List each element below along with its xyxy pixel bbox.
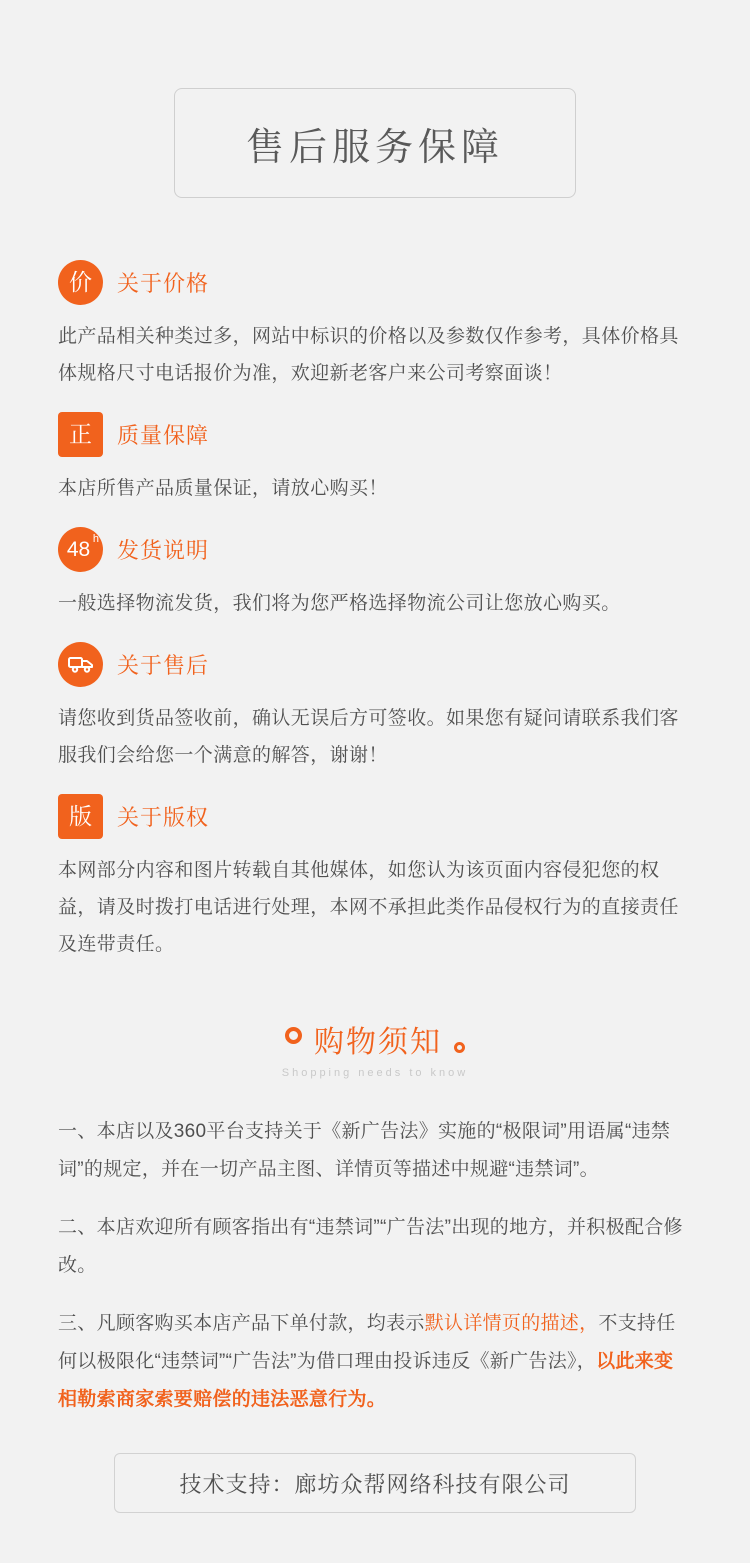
quality-badge-icon: [58, 412, 103, 457]
shopping-notice-title: 购物须知: [314, 1026, 442, 1059]
service-item-price: [58, 256, 692, 392]
service-item-shipping: [58, 523, 692, 622]
notice-text: 不支持任何以极限化“违禁词”“广告法”为借口理由投诉违反《新广告法》，: [58, 1313, 676, 1372]
shopping-notice-title-row: [285, 1017, 465, 1061]
notice-item: [58, 1305, 692, 1419]
notice-text: 三、凡顾客购买本店产品下单付款，均表示: [58, 1313, 425, 1334]
service-header: [58, 638, 692, 690]
badge-label: 正: [69, 420, 92, 447]
notice-text-highlight-bold: 以此来变相勒索商家索要赔偿的违法恶意行为。: [58, 1351, 674, 1410]
notice-text-highlight: 默认详情页的描述，: [424, 1313, 599, 1334]
notice-text: 一、本店以及360平台支持关于《新广告法》实施的“极限词”用语属“违禁词”的规定，并在一切产品主图、详情页等描述中规避“违禁词”。: [58, 1121, 671, 1180]
service-header: [58, 408, 692, 460]
page-title-box: [174, 88, 576, 198]
tech-support-text: 技术支持：廊坊众帮网络科技有限公司: [179, 1471, 571, 1497]
service-title: 关于价格: [117, 270, 210, 296]
service-title: 关于版权: [117, 804, 210, 830]
badge-label: 版: [69, 802, 92, 829]
copyright-badge-icon: [58, 794, 103, 839]
service-header: [58, 523, 692, 575]
notice-item: [58, 1113, 692, 1189]
service-body: 一般选择物流发货，我们将为您严格选择物流公司让您放心购买。: [58, 593, 621, 614]
service-item-aftersale: [58, 638, 692, 774]
ring-decoration-right-icon: [454, 1042, 465, 1053]
truck-icon: [58, 642, 103, 687]
price-badge-icon: [58, 260, 103, 305]
notice-text: 二、本店欢迎所有顾客指出有“违禁词”“广告法”出现的地方，并积极配合修改。: [58, 1217, 683, 1276]
service-header: [58, 256, 692, 308]
shopping-notice-subtitle: Shopping needs to know: [281, 1067, 469, 1079]
service-item-copyright: [58, 790, 692, 963]
service-item-quality: [58, 408, 692, 507]
shopping-notice-list: [0, 1113, 750, 1419]
shopping-notice-heading: [0, 1017, 750, 1079]
service-body: 本网部分内容和图片转载自其他媒体，如您认为该页面内容侵犯您的权益，请及时拨打电话进行处理，本网不承担此类作品侵权行为的直接责任及连带责任。: [58, 860, 679, 955]
notice-item: [58, 1209, 692, 1285]
service-list: [0, 256, 750, 963]
ring-decoration-left-icon: [285, 1027, 302, 1044]
tech-support-box: [114, 1453, 636, 1513]
service-header: [58, 790, 692, 842]
badge-label: 价: [69, 268, 92, 295]
service-body: 本店所售产品质量保证，请放心购买！: [58, 478, 388, 499]
badge-label: 48: [66, 537, 91, 561]
badge-superscript: h: [92, 532, 99, 545]
service-body: 此产品相关种类过多，网站中标识的价格以及参数仅作参考，具体价格具体规格尺寸电话报价为准，欢迎新老客户来公司考察面谈！: [58, 326, 679, 384]
service-title: 质量保障: [117, 422, 210, 448]
service-body: 请您收到货品签收前，确认无误后方可签收。如果您有疑问请联系我们客服我们会给您一个满意的解答，谢谢！: [58, 708, 679, 766]
page-title: 售后服务保障: [245, 126, 504, 169]
page-title-section: [0, 0, 750, 198]
footer-section: [0, 1453, 750, 1563]
service-title: 发货说明: [117, 537, 210, 563]
service-title: 关于售后: [117, 652, 210, 678]
48h-badge-icon: [58, 527, 103, 572]
